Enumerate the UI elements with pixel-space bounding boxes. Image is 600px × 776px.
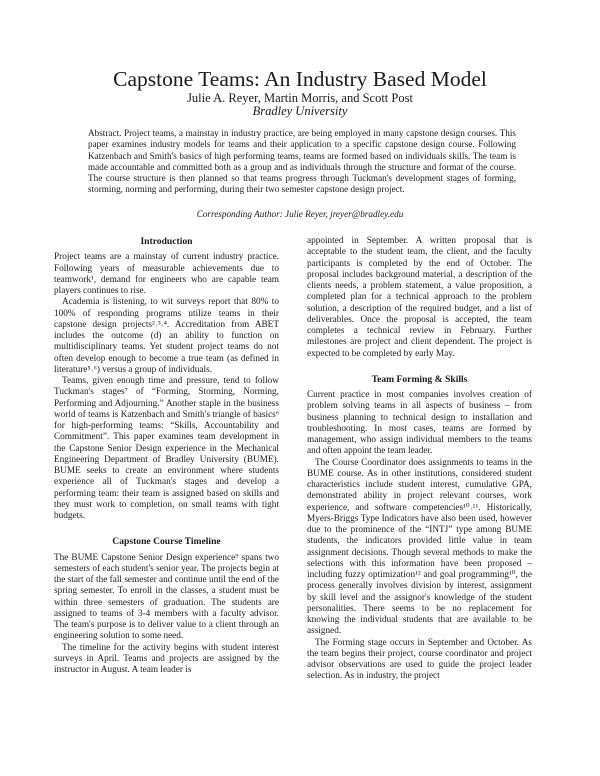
section-heading-introduction: Introduction <box>140 236 193 247</box>
right-column <box>307 236 532 683</box>
section-heading-timeline: Capstone Course Timeline <box>112 536 221 548</box>
left-column <box>54 236 279 676</box>
abstract: Abstract. Project teams, a mainstay in industry practice, are being employed in many capstone design courses. This paper examines industry models for teams and their application to a specific capstone design course. Following Katzenbach and Smith's basics of high performing teams, teams are formed based on individuals skills. The team is made accountable and committed both as a group and as individuals through the structure and format of the course. The course structure is then planned so that teams progress through Tuckman's development stages of forming, storming, norming and performing, during their two semester capstone design project. <box>88 128 516 195</box>
paper-title: Capstone Teams: An Industry Based Model <box>113 67 487 91</box>
forming-paragraph-2: The Course Coordinator does assignments to teams in the BUME course. As in other institutions, considered student characteristics include student interest, cumulative GPA, demonstrated ability in project relevant courses, work experience, and software competencies¹⁰˒¹¹. Historically, Myers-Briggs Type Indicators have also been used, however due to the prominence of the “INTJ” type among BUME students, the indicators provided little value in team assignment decisions. Though several methods to make the selections with this information have been proposed – including fuzzy optimization¹² and goal programming¹⁰, the process generally involves division by interest, assignment by skill level and the assignor's knowledge of the student personalities. There seems to be no replacement for knowing the individual students that are available to be assigned. <box>307 457 532 637</box>
corresponding-author: Corresponding Author: Julie Reyer, jreyer@bradley.edu <box>196 209 404 219</box>
section-heading-team-forming: Team Forming & Skills <box>371 373 468 385</box>
intro-paragraph-3: Teams, given enough time and pressure, tend to follow Tuckman's stages⁷ of “Forming, Storming, Norming, Performing and Adjourning.” Another staple in the business world of teams is Katzenbach and Smith's triangle of basics⁶ for high-performing teams: “Skills, Accountability and Commitment”. This paper examines team development in the Capstone Senior Design experience in the Mechanical Engineering Department of Bradley University (BUME). BUME seeks to create an environment where students experience all of Tuckman's stages and develop a performing team: their team is assigned based on skills and they must work to completion, on small teams with tight budgets. <box>54 376 279 521</box>
timeline-paragraph-2: The timeline for the activity begins with student interest surveys in April. Teams and projects are assigned by the instructor in August. A team leader is <box>54 642 279 675</box>
forming-paragraph-3: The Forming stage occurs in September and October. As the team begins their project, course coordinator and project advisor observations are used to guide the project leader selection. As in industry, the project <box>307 637 532 682</box>
paper-authors: Julie A. Reyer, Martin Morris, and Scott Post <box>187 91 413 105</box>
timeline-paragraph-1: The BUME Capstone Senior Design experience⁹ spans two semesters of each student's senior year. The projects begin at the start of the fall semester and continue until the end of the spring semester. To enroll in the classes, a student must be within three semesters of graduation. The students are assigned to teams of 3-4 members with a faculty advisor. The team's purpose is to deliver value to a client through an engineering solution to some need. <box>54 552 279 642</box>
paper-affiliation: Bradley University <box>252 104 348 118</box>
forming-paragraph-1: Current practice in most companies involves creation of problem solving teams in all aspects of business – from business planning to technical design to installation and troubleshooting. In most cases, teams are formed by management, who assign individual members to the teams and often appoint the team leader. <box>307 390 532 457</box>
timeline-continued-paragraph: appointed in September. A written proposal that is acceptable to the student team, the client, and the faculty participants is completed by the end of October. The proposal includes background material, a description of the clients needs, a problem statement, a value proposition, a completed plan for a technical approach to the problem solution, a description of the required budget, and a list of deliverables. Once the proposal is accepted, the team completes a technical review in February. Further milestones are project and client dependent. The project is expected to be completed by early May. <box>307 236 532 359</box>
intro-paragraph-1: Project teams are a mainstay of current industry practice. Following years of measurable achievements due to teamwork¹, demand for engineers who are capable team players continues to rise. <box>54 252 279 296</box>
intro-paragraph-2: Academia is listening, to wit surveys report that 80% to 100% of responding programs utilize teams in their capstone design projects²˒³˒⁴. Accreditation from ABET includes the outcome (d) an ability to function on multidisciplinary teams. Yet student project teams do not often develop enough to become a true team (as defined in literature⁵˒⁶) versus a group of individuals. <box>54 297 279 375</box>
